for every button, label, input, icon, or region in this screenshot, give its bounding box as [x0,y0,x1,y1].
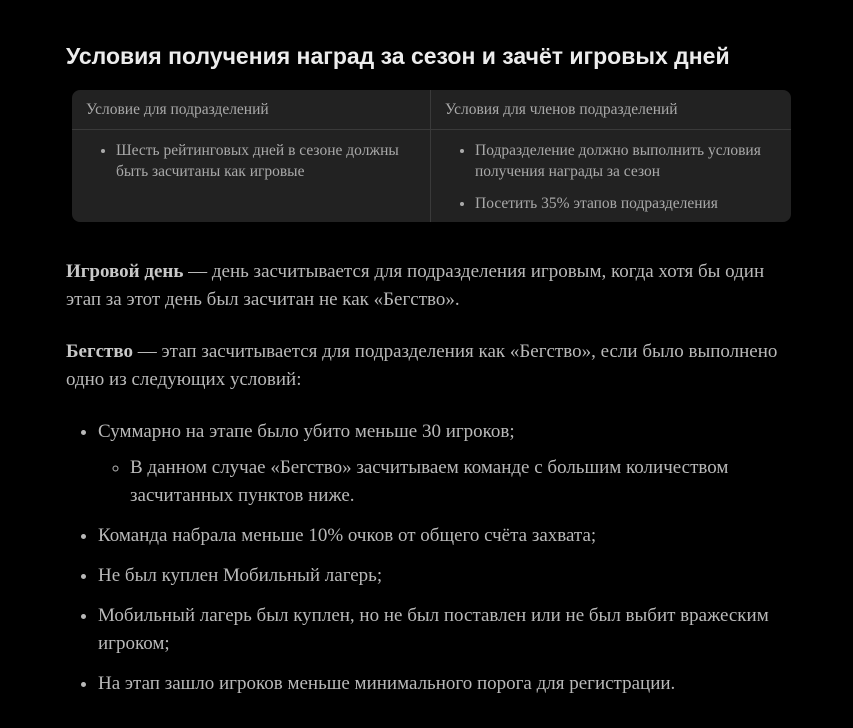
escape-conditions-list [66,418,791,698]
definition-text: — этап засчитывается для подразделения как «Бегство», если было выполнено одно из следующих условий: [66,341,778,390]
table-header: Условия для членов подразделений [431,90,791,130]
list-item: • Мобильный лагерь был куплен, но не был поставлен или не был выбит вражеским игроком; [98,602,791,658]
definition-escape [66,338,791,394]
table-cell [72,130,431,222]
table-row [72,130,791,222]
definition-text: — день засчитывается для подразделения игровым, когда хотя бы один этап за этот день был засчитан не как «Бегство». [66,261,765,310]
list-item: • Посетить 35% этапов подразделения [475,193,777,214]
list-item: • Команда набрала меньше 10% очков от общего счёта захвата; [98,522,791,550]
conditions-table [72,90,791,222]
list-item: • Не был куплен Мобильный лагерь; [98,562,791,590]
table-header: Условие для подразделений [72,90,431,130]
list-item: • На этап зашло игроков меньше минимального порога для регистрации. [98,670,791,698]
list-item: • Шесть рейтинговых дней в сезоне должны быть засчитаны как игровые [116,140,416,182]
page-title: Условия получения наград за сезон и зачёт игровых дней [66,43,730,69]
table-cell [431,130,791,222]
list-item: • Подразделение должно выполнить условия получения награды за сезон [475,140,777,182]
term: Игровой день [66,261,184,282]
sub-list-item: ◦ В данном случае «Бегство» засчитываем команде с большим количеством засчитанных пунктов ниже. [130,454,791,510]
table-header-row [72,90,791,130]
term: Бегство [66,341,134,362]
definition-game-day [66,258,791,314]
content [66,40,791,710]
list-item [98,418,791,510]
list-item-text: Суммарно на этапе было убито меньше 30 игроков; [98,421,515,442]
